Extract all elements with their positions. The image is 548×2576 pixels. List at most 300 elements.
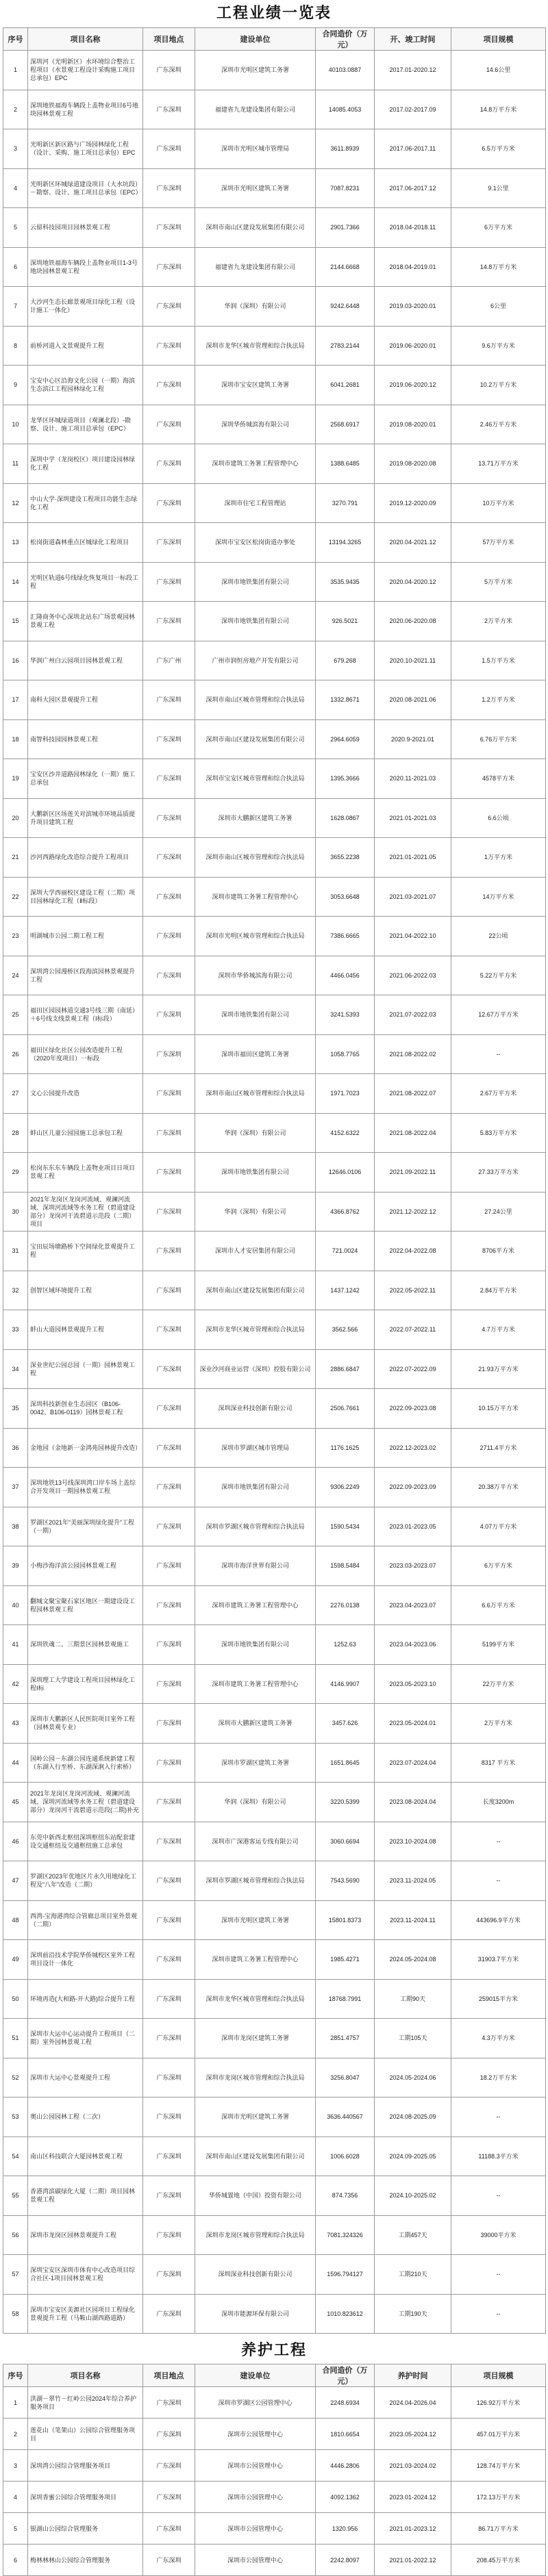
cell-scale: 14.8万平方米 bbox=[451, 247, 546, 287]
cell-client: 华润（深圳）有限公司 bbox=[195, 1113, 316, 1153]
cell-client: 深圳市地铁集团有限公司 bbox=[195, 1153, 316, 1193]
cell-contract-value: 2886.6847 bbox=[316, 1349, 375, 1389]
cell-period: 2017.02-2017.09 bbox=[375, 90, 451, 129]
table-row bbox=[3, 2387, 546, 2419]
cell-index: 49 bbox=[3, 1940, 28, 1980]
cell-project-name: 深圳宝安区深圳市体育中心改造项目综合社区-1项目园林景观工程 bbox=[28, 2255, 143, 2295]
cell-period: 2022.04-2022.08 bbox=[375, 1232, 451, 1271]
cell-scale: 10万平方米 bbox=[451, 483, 546, 523]
cell-contract-value: 4092.1362 bbox=[316, 2482, 375, 2513]
cell-location: 广东深圳 bbox=[143, 562, 195, 602]
cell-index: 55 bbox=[3, 2176, 28, 2216]
cell-location: 广东深圳 bbox=[143, 2137, 195, 2176]
table-row bbox=[3, 1507, 546, 1546]
cell-client: 深圳市龙岗区建筑工务署 bbox=[195, 2019, 316, 2058]
cell-index: 22 bbox=[3, 877, 28, 917]
cell-scale: 11188.3平方米 bbox=[451, 2137, 546, 2176]
table-row bbox=[3, 2097, 546, 2137]
cell-contract-value: 2144.6668 bbox=[316, 247, 375, 287]
cell-project-name: 深圳市大鹏新区人民医院项目室外工程（园林景观专业） bbox=[28, 1704, 143, 1744]
cell-client: 深圳市地铁集团有限公司 bbox=[195, 1468, 316, 1507]
cell-client: 深圳市人才安居集团有限公司 bbox=[195, 1232, 316, 1271]
cell-project-name: 银湖山公园综合管理服务 bbox=[28, 2513, 143, 2545]
table-row bbox=[3, 405, 546, 444]
cell-project-name: 深圳湾公园漫桥区段海滨园林景观提升工程 bbox=[28, 956, 143, 995]
table-header-row bbox=[3, 28, 546, 51]
cell-scale: 5.22万平方米 bbox=[451, 956, 546, 995]
table-row bbox=[3, 1900, 546, 1940]
cell-project-name: 国岭公园－东湖公园连通系统新建工程（东湖入行至桥、东湖深涧入行索桥） bbox=[28, 1743, 143, 1783]
cell-location: 广东深圳 bbox=[143, 1822, 195, 1861]
cell-contract-value: 2276.0138 bbox=[316, 1585, 375, 1625]
cell-client: 深圳市龙华区城市管理和综合执法局 bbox=[195, 326, 316, 366]
cell-contract-value: 1058.7765 bbox=[316, 1034, 375, 1074]
cell-contract-value: 14085.4053 bbox=[316, 90, 375, 129]
cell-index: 41 bbox=[3, 1625, 28, 1665]
cell-index: 14 bbox=[3, 562, 28, 602]
cell-project-name: 福田区绿化社区公园改造提升工程（2020年度项目）一标段 bbox=[28, 1034, 143, 1074]
cell-scale: 2.67万平方米 bbox=[451, 1074, 546, 1114]
cell-project-name: 2021年龙岗区龙岗河流域、观澜河流域、深圳河流域等水务工程（碧道建设部分）龙岗河干流碧道示范段(二期)补充 bbox=[28, 1783, 143, 1822]
cell-index: 36 bbox=[3, 1428, 28, 1468]
cell-client: 深圳市南山区建设发展集团有限公司 bbox=[195, 208, 316, 248]
cell-scale: 5万平方米 bbox=[451, 562, 546, 602]
cell-scale: 21.93万平方米 bbox=[451, 1349, 546, 1389]
cell-contract-value: 2901.7366 bbox=[316, 208, 375, 248]
cell-location: 广东深圳 bbox=[143, 1074, 195, 1114]
cell-project-name: 大沙河生态长廊景观项目绿化工程（设计施工一体化） bbox=[28, 287, 143, 327]
cell-contract-value: 4466.0456 bbox=[316, 956, 375, 995]
cell-scale: 2万平方米 bbox=[451, 602, 546, 641]
table-row bbox=[3, 2419, 546, 2450]
cell-period: 2021.07-2022.03 bbox=[375, 995, 451, 1035]
cell-scale: 259015平方米 bbox=[451, 1979, 546, 2019]
cell-scale: 9.1公里 bbox=[451, 168, 546, 208]
cell-project-name: 莲花山（笔架山）公园综合管理服务项目 bbox=[28, 2419, 143, 2450]
cell-contract-value: 1006.6028 bbox=[316, 2137, 375, 2176]
cell-client: 深圳市福田区建筑工务署 bbox=[195, 1034, 316, 1074]
table-row bbox=[3, 1940, 546, 1980]
cell-location: 广东深圳 bbox=[143, 1232, 195, 1271]
cell-location: 广东深圳 bbox=[143, 602, 195, 641]
cell-client: 深圳市建筑工务署工程管理中心 bbox=[195, 1664, 316, 1704]
cell-location: 广东深圳 bbox=[143, 1428, 195, 1468]
cell-contract-value: 2964.6059 bbox=[316, 719, 375, 759]
cell-contract-value: 1176.1625 bbox=[316, 1428, 375, 1468]
cell-period: 2021.03-2024.02 bbox=[375, 2450, 451, 2482]
table-row bbox=[3, 444, 546, 484]
cell-client: 深圳市宝安区城市管理和综合执法局 bbox=[195, 759, 316, 799]
cell-client: 深圳市罗湖区公园管理中心 bbox=[195, 2387, 316, 2419]
cell-period: 2019.08-2020.01 bbox=[375, 405, 451, 444]
cell-client: 深圳市光明区建筑工务署 bbox=[195, 51, 316, 90]
table-row bbox=[3, 1979, 546, 2019]
cell-period: 2023.05-2023.10 bbox=[375, 1664, 451, 1704]
cell-scale: 2.46万平方米 bbox=[451, 405, 546, 444]
cell-client: 深圳市光明区建筑工务署 bbox=[195, 168, 316, 208]
cell-contract-value: 3241.5393 bbox=[316, 995, 375, 1035]
cell-client: 深圳市光明区城市管理局 bbox=[195, 129, 316, 169]
cell-scale: 5.83万平方米 bbox=[451, 1113, 546, 1153]
cell-index: 29 bbox=[3, 1153, 28, 1193]
cell-contract-value: 2783.2144 bbox=[316, 326, 375, 366]
cell-project-name: 东莞中新西北枢纽深圳枢纽东站配套建设交通枢纽及交通枢纽施工总承包 bbox=[28, 1822, 143, 1861]
cell-location: 广东深圳 bbox=[143, 2482, 195, 2513]
table-row bbox=[3, 2176, 546, 2216]
cell-scale: 208.45万平方米 bbox=[451, 2545, 546, 2576]
cell-period: 2017.06-2017.11 bbox=[375, 129, 451, 169]
table-row bbox=[3, 2482, 546, 2513]
cell-contract-value: 2851.4757 bbox=[316, 2019, 375, 2058]
cell-client: 深圳市南山区建设发展集团有限公司 bbox=[195, 719, 316, 759]
cell-client: 深圳市光明区建筑工务署 bbox=[195, 1900, 316, 1940]
cell-location: 广东深圳 bbox=[143, 2387, 195, 2419]
cell-period: 工期210天 bbox=[375, 2255, 451, 2295]
cell-period: 2020.04-2020.12 bbox=[375, 562, 451, 602]
table-row bbox=[3, 719, 546, 759]
cell-scale: 39000平方米 bbox=[451, 2215, 546, 2255]
cell-location: 广东深圳 bbox=[143, 405, 195, 444]
cell-project-name: 深圳河（光明新区）水环境综合整治工程项目（水景观工程设计采购施工项目总承包）EPC bbox=[28, 51, 143, 90]
table-row bbox=[3, 2215, 546, 2255]
table-row bbox=[3, 1232, 546, 1271]
cell-period: 2024.04-2026.04 bbox=[375, 2387, 451, 2419]
cell-contract-value: 3053.6648 bbox=[316, 877, 375, 917]
cell-client: 深圳市建筑工务署工程管理中心 bbox=[195, 1940, 316, 1980]
table-row bbox=[3, 1585, 546, 1625]
cell-location: 广东深圳 bbox=[143, 2097, 195, 2137]
cell-project-name: 深圳地铁福海车辆段上盖物业项目6号地块园林景观工程 bbox=[28, 90, 143, 129]
cell-location: 广东深圳 bbox=[143, 1034, 195, 1074]
table-row bbox=[3, 1861, 546, 1901]
cell-contract-value: 3655.2238 bbox=[316, 838, 375, 878]
cell-location: 广东深圳 bbox=[143, 168, 195, 208]
cell-contract-value: 1651.8645 bbox=[316, 1743, 375, 1783]
cell-client: 广州市润恒房地产开发有限公司 bbox=[195, 641, 316, 680]
table-row bbox=[3, 1153, 546, 1193]
cell-project-name: 华润广州白云园项目园林景观工程 bbox=[28, 641, 143, 680]
cell-scale: 27.33万平方米 bbox=[451, 1153, 546, 1193]
cell-period: 2020.06-2020.08 bbox=[375, 602, 451, 641]
cell-contract-value: 2242.8097 bbox=[316, 2545, 375, 2576]
cell-client: 深圳市罗湖区城市管理和综合执法局 bbox=[195, 1861, 316, 1901]
cell-period: 2022.07-2022.09 bbox=[375, 1349, 451, 1389]
header-scale: 项目规模 bbox=[451, 28, 546, 51]
cell-scale: 443696.9平方米 bbox=[451, 1900, 546, 1940]
cell-index: 39 bbox=[3, 1546, 28, 1586]
cell-index: 40 bbox=[3, 1585, 28, 1625]
cell-location: 广东深圳 bbox=[143, 1940, 195, 1980]
cell-location: 广东深圳 bbox=[143, 1113, 195, 1153]
table-row bbox=[3, 798, 546, 838]
cell-project-name: 深圳前沿技术学院华侨城校区室外工程项目设计一体化 bbox=[28, 1940, 143, 1980]
cell-location: 广东深圳 bbox=[143, 1743, 195, 1783]
cell-period: 2019.06-2020.01 bbox=[375, 326, 451, 366]
cell-scale: 31903.7平方米 bbox=[451, 1940, 546, 1980]
table-row bbox=[3, 602, 546, 641]
table-row bbox=[3, 1113, 546, 1153]
cell-period: 2020.9-2021.01 bbox=[375, 719, 451, 759]
cell-period: 2024.08-2025.09 bbox=[375, 2097, 451, 2137]
table-row bbox=[3, 1310, 546, 1350]
cell-project-name: 罗湖区2021年“美丽深圳绿化提升”工程（一期） bbox=[28, 1507, 143, 1546]
table-row bbox=[3, 2058, 546, 2097]
cell-period: 2022.09-2023.08 bbox=[375, 1389, 451, 1429]
cell-index: 16 bbox=[3, 641, 28, 680]
header-contract-value: 合同造价（万元） bbox=[316, 2364, 375, 2387]
cell-project-name: 深圳湾公园综合管理服务项目 bbox=[28, 2450, 143, 2482]
cell-scale: 2711.4平方米 bbox=[451, 1428, 546, 1468]
cell-client: 深圳市广深港客运专线有限公司 bbox=[195, 1822, 316, 1861]
cell-project-name: 深圳铁魂二、三期景区园林景观施工 bbox=[28, 1625, 143, 1665]
cell-index: 26 bbox=[3, 1034, 28, 1074]
header-location: 项目地点 bbox=[143, 28, 195, 51]
cell-location: 广东深圳 bbox=[143, 917, 195, 956]
table-row bbox=[3, 1468, 546, 1507]
cell-contract-value: 40103.0887 bbox=[316, 51, 375, 90]
cell-location: 广东深圳 bbox=[143, 995, 195, 1035]
cell-client: 华侨城置地（中国）投资有限公司 bbox=[195, 2176, 316, 2216]
cell-location: 广东深圳 bbox=[143, 2545, 195, 2576]
cell-period: 2017.01-2020.12 bbox=[375, 51, 451, 90]
table-row bbox=[3, 1428, 546, 1468]
cell-scale: 4.07万平方米 bbox=[451, 1507, 546, 1546]
cell-period: 2023.11-2024.05 bbox=[375, 1861, 451, 1901]
cell-period: 2022.12-2023.02 bbox=[375, 1428, 451, 1468]
cell-contract-value: 4152.6322 bbox=[316, 1113, 375, 1153]
cell-contract-value: 3060.6694 bbox=[316, 1822, 375, 1861]
cell-scale: 457.01万平方米 bbox=[451, 2419, 546, 2450]
cell-location: 广东深圳 bbox=[143, 956, 195, 995]
cell-period: 2021.01-2021.03 bbox=[375, 798, 451, 838]
header-period: 开、竣工时间 bbox=[375, 28, 451, 51]
cell-contract-value: 1596.794127 bbox=[316, 2255, 375, 2295]
cell-period: 2023.08-2024.04 bbox=[375, 1783, 451, 1822]
cell-client: 深圳市建筑工务署工程管理中心 bbox=[195, 444, 316, 484]
cell-client: 深圳市大鹏新区建筑工务署 bbox=[195, 798, 316, 838]
cell-project-name: 香港湾滨碳绿化大厦（二期）项目园林景观工程 bbox=[28, 2176, 143, 2216]
cell-contract-value: 721.0024 bbox=[316, 1232, 375, 1271]
header-scale: 项目规模 bbox=[451, 2364, 546, 2387]
cell-period: 2021.01-2023.12 bbox=[375, 2513, 451, 2545]
table-row bbox=[3, 2137, 546, 2176]
cell-period: 2019.08-2020.08 bbox=[375, 444, 451, 484]
cell-contract-value: 679.268 bbox=[316, 641, 375, 680]
cell-project-name: 龙华区环城绿道项目（观澜北段）-勘察、设计、施工项目总承包（EPC） bbox=[28, 405, 143, 444]
cell-index: 31 bbox=[3, 1232, 28, 1271]
cell-scale: 14.6公里 bbox=[451, 51, 546, 90]
cell-index: 50 bbox=[3, 1979, 28, 2019]
cell-project-name: 梅林林林山公园综合管理服务 bbox=[28, 2545, 143, 2576]
cell-location: 广东深圳 bbox=[143, 1153, 195, 1193]
cell-location: 广东深圳 bbox=[143, 208, 195, 248]
cell-index: 52 bbox=[3, 2058, 28, 2097]
cell-client: 深圳市建筑工务署工程管理中心 bbox=[195, 1585, 316, 1625]
cell-scale: 2万平方米 bbox=[451, 1704, 546, 1744]
cell-project-name: 深圳市宝安区美源社区园项目工程绿化景观提升工程（马鞍山湖西路道路） bbox=[28, 2294, 143, 2334]
table-row bbox=[3, 562, 546, 602]
cell-project-name: 洪湖－翠竹－红岭公园2024年综合养护服务项目 bbox=[28, 2387, 143, 2419]
cell-client: 深圳市光明区城市管理和综合执法局 bbox=[195, 917, 316, 956]
cell-index: 27 bbox=[3, 1074, 28, 1114]
cell-contract-value: 1395.3666 bbox=[316, 759, 375, 799]
cell-project-name: 深圳地铁13号线深圳湾口岸车场上盖综合开发项目一期园林景观工程 bbox=[28, 1468, 143, 1507]
cell-index: 38 bbox=[3, 1507, 28, 1546]
cell-period: 2021.12-2022.12 bbox=[375, 1192, 451, 1232]
cell-location: 广东深圳 bbox=[143, 2513, 195, 2545]
cell-index: 1 bbox=[3, 51, 28, 90]
cell-contract-value: 4366.8762 bbox=[316, 1192, 375, 1232]
cell-client: 深圳市龙华区城市管理和综合执法局 bbox=[195, 1310, 316, 1350]
cell-scale: -- bbox=[451, 2255, 546, 2295]
cell-contract-value: 3256.8047 bbox=[316, 2058, 375, 2097]
table-row bbox=[3, 1546, 546, 1586]
cell-location: 广东深圳 bbox=[143, 129, 195, 169]
cell-client: 深圳市宝安区松岗街道办事处 bbox=[195, 523, 316, 563]
cell-index: 33 bbox=[3, 1310, 28, 1350]
cell-client: 深圳深业科技创新有限公司 bbox=[195, 1389, 316, 1429]
table-row bbox=[3, 1271, 546, 1310]
cell-contract-value: 3562.566 bbox=[316, 1310, 375, 1350]
cell-scale: 14.8万平方米 bbox=[451, 90, 546, 129]
cell-client: 深圳市地铁集团有限公司 bbox=[195, 1625, 316, 1665]
cell-period: 2020.11-2021.03 bbox=[375, 759, 451, 799]
table-row bbox=[3, 483, 546, 523]
cell-period: 2019.06-2020.12 bbox=[375, 366, 451, 405]
cell-period: 2022.07-2022.11 bbox=[375, 1310, 451, 1350]
cell-project-name: 松岗街道森林重点区城绿化工程项目 bbox=[28, 523, 143, 563]
cell-contract-value: 7543.5690 bbox=[316, 1861, 375, 1901]
table-row bbox=[3, 208, 546, 248]
cell-period: 工期90天 bbox=[375, 1979, 451, 2019]
cell-contract-value: 15801.8373 bbox=[316, 1900, 375, 1940]
cell-contract-value: 1252.63 bbox=[316, 1625, 375, 1665]
cell-scale: 6.6公顷 bbox=[451, 798, 546, 838]
table-header-row bbox=[3, 2364, 546, 2387]
cell-project-name: 宝安中心区沿海文化公园（一期）海滨生态滨江工程园林绿化工程 bbox=[28, 366, 143, 405]
cell-location: 广东深圳 bbox=[143, 51, 195, 90]
cell-client: 深圳市大鹏新区建筑工务署 bbox=[195, 1704, 316, 1744]
cell-project-name: 深圳市龙岗区园林景观提升工程 bbox=[28, 2215, 143, 2255]
cell-index: 2 bbox=[3, 90, 28, 129]
cell-contract-value: 1590.5434 bbox=[316, 1507, 375, 1546]
cell-location: 广东深圳 bbox=[143, 247, 195, 287]
cell-client: 深圳市华侨城滨海有限公司 bbox=[195, 956, 316, 995]
cell-client: 深圳市地铁集团有限公司 bbox=[195, 562, 316, 602]
cell-location: 广东深圳 bbox=[143, 1310, 195, 1350]
cell-scale: 5199平方米 bbox=[451, 1625, 546, 1665]
cell-location: 广东深圳 bbox=[143, 287, 195, 327]
cell-scale: 13.71万平方米 bbox=[451, 444, 546, 484]
cell-scale: 128.74万平方米 bbox=[451, 2450, 546, 2482]
cell-location: 广东深圳 bbox=[143, 877, 195, 917]
cell-location: 广东深圳 bbox=[143, 798, 195, 838]
table-row bbox=[3, 917, 546, 956]
cell-index: 35 bbox=[3, 1389, 28, 1429]
cell-index: 2 bbox=[3, 2419, 28, 2450]
cell-location: 广东深圳 bbox=[143, 1861, 195, 1901]
cell-contract-value: 3457.626 bbox=[316, 1704, 375, 1744]
cell-project-name: 环境再造(大和路-开大路)综合提升工程 bbox=[28, 1979, 143, 2019]
cell-client: 深圳市南山区建设发展集团有限公司 bbox=[195, 2137, 316, 2176]
cell-location: 广东深圳 bbox=[143, 1507, 195, 1546]
cell-client: 深圳市光明区建筑工务署 bbox=[195, 2097, 316, 2137]
cell-contract-value: 1332.8671 bbox=[316, 680, 375, 720]
cell-index: 43 bbox=[3, 1704, 28, 1744]
cell-contract-value: 9306.2249 bbox=[316, 1468, 375, 1507]
table-row bbox=[3, 1704, 546, 1744]
cell-project-name: 松岗东东东车辆段上盖物业项目日项目景观工程 bbox=[28, 1153, 143, 1193]
cell-scale: 1.5万平方米 bbox=[451, 641, 546, 680]
cell-period: 2021.08-2022.02 bbox=[375, 1034, 451, 1074]
cell-contract-value: 1320.956 bbox=[316, 2513, 375, 2545]
cell-contract-value: 1985.4271 bbox=[316, 1940, 375, 1980]
cell-client: 华润（深圳）有限公司 bbox=[195, 287, 316, 327]
cell-period: 2022.09-2023.09 bbox=[375, 1468, 451, 1507]
cell-contract-value: 18768.7991 bbox=[316, 1979, 375, 2019]
table-row bbox=[3, 2294, 546, 2334]
table-row bbox=[3, 129, 546, 169]
cell-project-name: 南山区科技联合大厦园林景观工程 bbox=[28, 2137, 143, 2176]
cell-period: 2017.06-2017.12 bbox=[375, 168, 451, 208]
cell-project-name: 南智科技园园林景观工程 bbox=[28, 719, 143, 759]
cell-index: 18 bbox=[3, 719, 28, 759]
cell-index: 37 bbox=[3, 1468, 28, 1507]
cell-scale: 2.84万平方米 bbox=[451, 1271, 546, 1310]
maintenance-section-title: 养护工程 bbox=[240, 2342, 307, 2359]
cell-project-name: 宝安区沙井道路园林绿化（一期）施工总承包 bbox=[28, 759, 143, 799]
cell-scale: 126.92万平方米 bbox=[451, 2387, 546, 2419]
cell-scale: 172.13万平方米 bbox=[451, 2482, 546, 2513]
cell-project-name: 汇隆商务中心深圳北站东广场景观园林景观工程 bbox=[28, 602, 143, 641]
cell-index: 12 bbox=[3, 483, 28, 523]
cell-project-name: 大鹏新区区场莲关对滨城市环境品质提升项目建筑工程 bbox=[28, 798, 143, 838]
cell-project-name: 文心公园提升改造 bbox=[28, 1074, 143, 1114]
cell-project-name: 深业世纪公园总园（一期）园林景观工程 bbox=[28, 1349, 143, 1389]
cell-location: 广东深圳 bbox=[143, 90, 195, 129]
cell-index: 44 bbox=[3, 1743, 28, 1783]
cell-client: 深圳市罗湖区城市管理和综合执法局 bbox=[195, 1507, 316, 1546]
cell-contract-value: 12646.0106 bbox=[316, 1153, 375, 1193]
cell-scale: 20.38万平方米 bbox=[451, 1468, 546, 1507]
cell-period: 2019.12-2020.09 bbox=[375, 483, 451, 523]
cell-period: 2024.10-2025.02 bbox=[375, 2176, 451, 2216]
table-row bbox=[3, 995, 546, 1035]
cell-index: 10 bbox=[3, 405, 28, 444]
cell-client: 深圳市龙岗区城市管理和综合执法局 bbox=[195, 2215, 316, 2255]
cell-scale: 22公顷 bbox=[451, 917, 546, 956]
cell-index: 46 bbox=[3, 1822, 28, 1861]
cell-contract-value: 1010.823612 bbox=[316, 2294, 375, 2334]
cell-index: 21 bbox=[3, 838, 28, 878]
cell-project-name: 金地园（金地新一金鸿苑园林提升改造） bbox=[28, 1428, 143, 1468]
cell-location: 广东深圳 bbox=[143, 366, 195, 405]
header-contract-value: 合同造价（万元） bbox=[316, 28, 375, 51]
cell-location: 广东深圳 bbox=[143, 2255, 195, 2295]
table-row bbox=[3, 641, 546, 680]
cell-contract-value: 7087.8231 bbox=[316, 168, 375, 208]
header-client: 建设单位 bbox=[195, 28, 316, 51]
table-row bbox=[3, 366, 546, 405]
cell-scale: 27.24公里 bbox=[451, 1192, 546, 1232]
table-row bbox=[3, 2513, 546, 2545]
table-row bbox=[3, 1389, 546, 1429]
table-row bbox=[3, 2450, 546, 2482]
cell-scale: -- bbox=[451, 1822, 546, 1861]
cell-index: 23 bbox=[3, 917, 28, 956]
cell-client: 福建省九龙建设集团有限公司 bbox=[195, 247, 316, 287]
cell-period: 2023.10-2024.08 bbox=[375, 1822, 451, 1861]
